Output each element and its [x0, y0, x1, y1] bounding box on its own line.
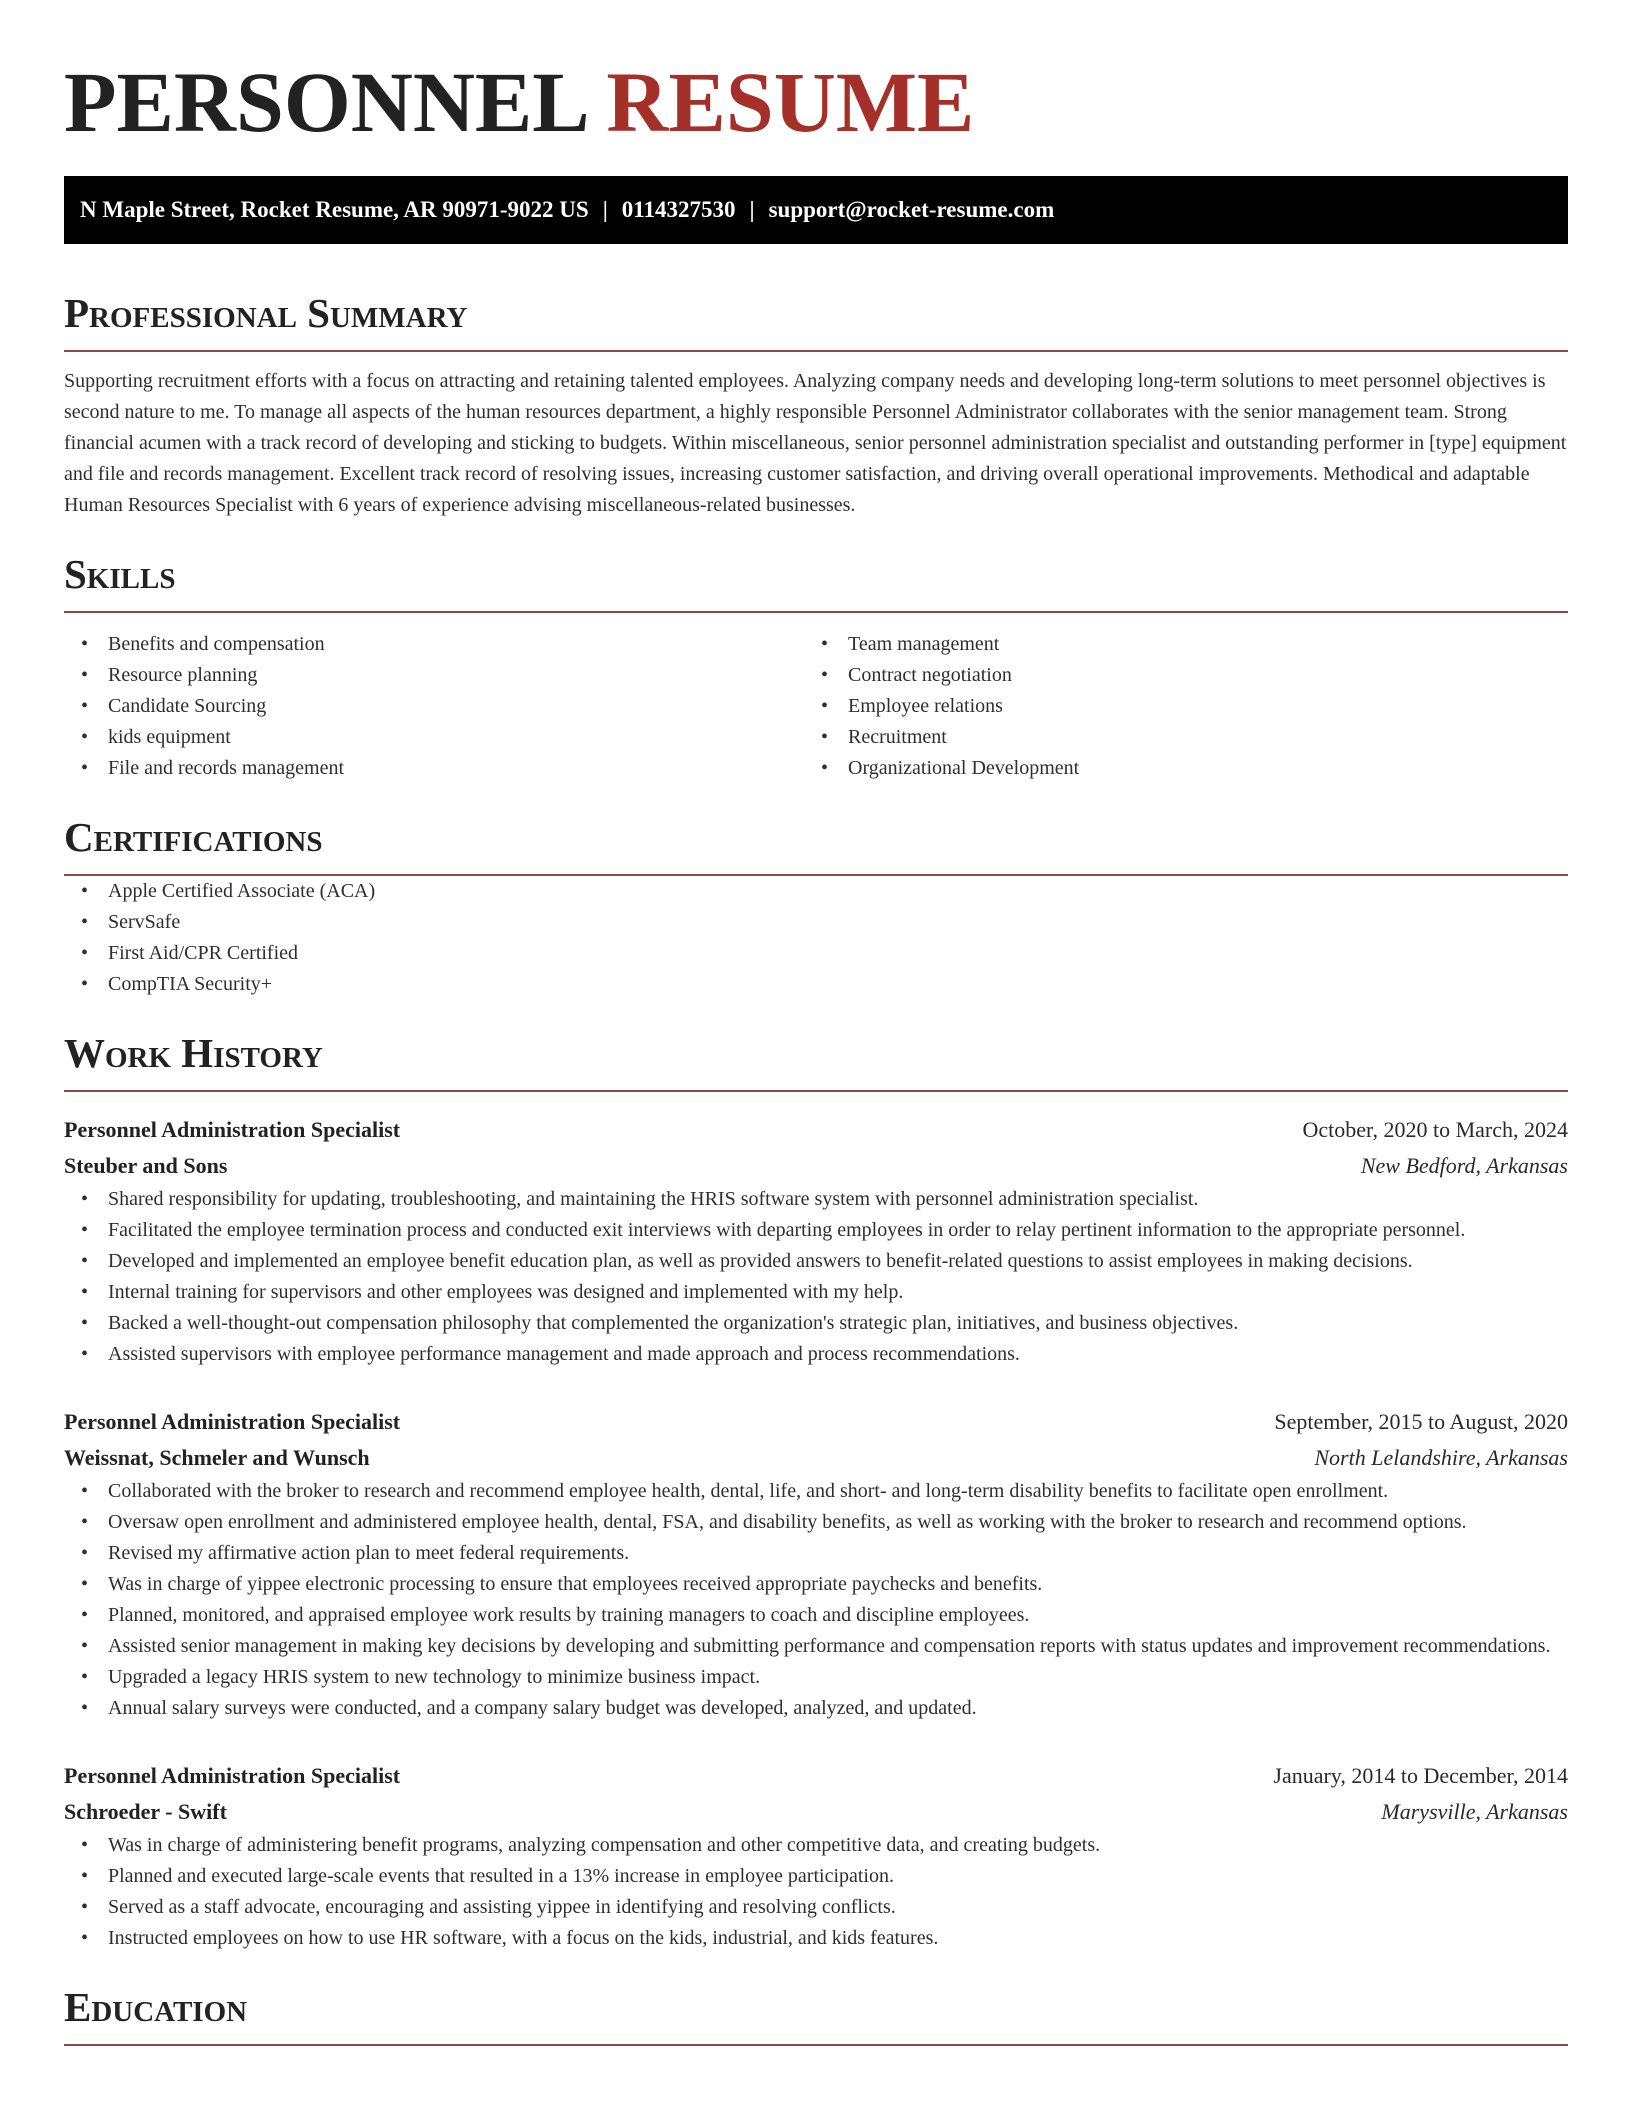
bullet-dot-icon: • [81, 1219, 89, 1241]
job-bullet [64, 1923, 1568, 1954]
skills-columns [64, 629, 1568, 784]
bullet-dot-icon: • [81, 1542, 89, 1564]
bullet-dot-icon: • [81, 911, 89, 933]
job-bullet-text: Served as a staff advocate, encouraging and assisting yippee in identifying and resolving conflicts. [108, 1896, 896, 1918]
bullet-dot-icon: • [81, 726, 89, 748]
job-bullet-text: Planned and executed large-scale events that resulted in a 13% increase in employee participation. [108, 1865, 894, 1887]
bullet-dot-icon: • [81, 757, 89, 779]
job-company: Steuber and Sons [64, 1153, 228, 1178]
bullet-dot-icon: • [81, 973, 89, 995]
job-bullet [64, 1861, 1568, 1892]
bullet-dot-icon: • [821, 695, 829, 717]
skill-item-text: Organizational Development [848, 757, 1080, 779]
certification-item [64, 876, 1568, 907]
skills-list-left [64, 629, 804, 784]
job-bullet-text: Backed a well-thought-out compensation philosophy that complemented the organization's strategic plan, initiatives, and business objectives. [108, 1312, 1239, 1334]
skills-list-right [804, 629, 1544, 784]
skill-item [804, 660, 1544, 691]
title-accent-word: RESUME [606, 54, 975, 150]
skill-item [804, 629, 1544, 660]
job-bullet [64, 1215, 1568, 1246]
job-bullet-text: Revised my affirmative action plan to meet federal requirements. [108, 1542, 630, 1564]
bullet-dot-icon: • [81, 1188, 89, 1210]
certification-item-text: First Aid/CPR Certified [108, 942, 299, 964]
job-title-row [64, 1112, 1568, 1148]
contact-email[interactable]: support@rocket-resume.com [768, 197, 1055, 222]
bullet-dot-icon: • [81, 1834, 89, 1856]
bullet-dot-icon: • [81, 1480, 89, 1502]
job-bullet [64, 1308, 1568, 1339]
skill-item-text: Team management [848, 633, 1000, 655]
job-bullets [64, 1830, 1568, 1954]
job-bullet [64, 1892, 1568, 1923]
skill-item-text: File and records management [108, 757, 345, 779]
job-bullet-text: Internal training for supervisors and other employees was designed and implemented with my help. [108, 1281, 904, 1303]
work-history-list [64, 1112, 1568, 1954]
job-bullet-text: Instructed employees on how to use HR software, with a focus on the kids, industrial, and kids features. [108, 1927, 939, 1949]
job-bullet-text: Upgraded a legacy HRIS system to new technology to minimize business impact. [108, 1666, 761, 1688]
certifications-heading: Certifications [64, 812, 1568, 876]
bullet-dot-icon: • [81, 942, 89, 964]
summary-text: Supporting recruitment efforts with a focus on attracting and retaining talented employees. Analyzing company needs and developing long-term solutions to meet personnel objectives is second nature to me. To manage all aspects of the human resources department, a highly responsible Personnel Administrator collaborates with the senior management team. Strong financial acumen with a track record of developing and sticking to budgets. Within miscellaneous, senior personnel administration specialist and outstanding performer in [type] equipment and file and records management. Excellent track record of resolving issues, increasing customer satisfaction, and driving overall operational improvements. Methodical and adaptable Human Resources Specialist with 6 years of experience advising miscellaneous-related businesses. [64, 370, 1567, 516]
job-entry [64, 1758, 1568, 1954]
job-bullet-text: Shared responsibility for updating, troubleshooting, and maintaining the HRIS software system with personnel administration specialist. [108, 1188, 1199, 1210]
job-company: Weissnat, Schmeler and Wunsch [64, 1445, 370, 1470]
job-bullet-text: Developed and implemented an employee benefit education plan, as well as provided answers to benefit-related questions to assist employees in making decisions. [108, 1250, 1413, 1272]
job-bullet [64, 1184, 1568, 1215]
education-heading: Education [64, 1982, 1568, 2046]
bullet-dot-icon: • [821, 633, 829, 655]
certification-item-text: Apple Certified Associate (ACA) [108, 880, 376, 902]
bullet-dot-icon: • [81, 664, 89, 686]
bullet-dot-icon: • [81, 1865, 89, 1887]
job-entry [64, 1404, 1568, 1724]
skill-item [64, 629, 804, 660]
contact-separator: | [749, 197, 755, 222]
bullet-dot-icon: • [81, 1896, 89, 1918]
job-bullets [64, 1184, 1568, 1370]
job-company-row [64, 1440, 1568, 1476]
skill-item-text: Candidate Sourcing [108, 695, 267, 717]
job-bullet [64, 1662, 1568, 1693]
skill-item-text: Resource planning [108, 664, 258, 686]
job-bullet [64, 1476, 1568, 1507]
job-company-row [64, 1148, 1568, 1184]
job-bullet [64, 1631, 1568, 1662]
job-bullet-text: Planned, monitored, and appraised employee work results by training managers to coach and discipline employees. [108, 1604, 1030, 1626]
job-company-row [64, 1794, 1568, 1830]
skills-heading: Skills [64, 549, 1568, 613]
bullet-dot-icon: • [81, 1604, 89, 1626]
contact-bar [64, 176, 1568, 244]
skill-item-text: Recruitment [848, 726, 947, 748]
skill-item-text: Benefits and compensation [108, 633, 325, 655]
bullet-dot-icon: • [81, 1511, 89, 1533]
job-bullet-text: Facilitated the employee termination process and conducted exit interviews with departing employees in order to relay pertinent information to the appropriate personnel. [108, 1219, 1466, 1241]
job-bullet [64, 1538, 1568, 1569]
certification-item-text: CompTIA Security+ [108, 973, 273, 995]
skill-item [64, 660, 804, 691]
certifications-list [64, 876, 1568, 1000]
bullet-dot-icon: • [821, 726, 829, 748]
job-entry [64, 1112, 1568, 1370]
job-bullet-text: Collaborated with the broker to research and recommend employee health, dental, life, and short- and long-term disability benefits to facilitate open enrollment. [108, 1480, 1389, 1502]
job-title-row [64, 1758, 1568, 1794]
skill-item [64, 722, 804, 753]
bullet-dot-icon: • [821, 757, 829, 779]
skill-item-text: Contract negotiation [848, 664, 1012, 686]
bullet-dot-icon: • [81, 1927, 89, 1949]
job-title: Personnel Administration Specialist [64, 1763, 401, 1788]
contact-separator: | [602, 197, 608, 222]
certification-item [64, 969, 1568, 1000]
skill-item [804, 691, 1544, 722]
certification-item [64, 938, 1568, 969]
bullet-dot-icon: • [81, 1343, 89, 1365]
job-bullets [64, 1476, 1568, 1724]
bullet-dot-icon: • [81, 1697, 89, 1719]
job-bullet-text: Assisted supervisors with employee performance management and made approach and process recommendations. [108, 1343, 1020, 1365]
contact-address: N Maple Street, Rocket Resume, AR 90971-9022 US [80, 197, 589, 222]
job-bullet [64, 1277, 1568, 1308]
job-bullet [64, 1830, 1568, 1861]
job-bullet-text: Was in charge of yippee electronic processing to ensure that employees received appropriate paychecks and benefits. [108, 1573, 1043, 1595]
job-bullet-text: Assisted senior management in making key decisions by developing and submitting performance and compensation reports with status updates and improvement recommendations. [108, 1635, 1551, 1657]
bullet-dot-icon: • [821, 664, 829, 686]
job-dates: October, 2020 to March, 2024 [1302, 1117, 1568, 1142]
work-history-heading: Work History [64, 1028, 1568, 1092]
job-location: North Lelandshire, Arkansas [1314, 1445, 1568, 1470]
bullet-dot-icon: • [81, 633, 89, 655]
bullet-dot-icon: • [81, 1666, 89, 1688]
job-bullet [64, 1246, 1568, 1277]
job-company: Schroeder - Swift [64, 1799, 227, 1824]
job-bullet [64, 1569, 1568, 1600]
job-dates: September, 2015 to August, 2020 [1274, 1409, 1568, 1434]
job-bullet-text: Was in charge of administering benefit programs, analyzing compensation and other competitive data, and creating budgets. [108, 1834, 1101, 1856]
resume-page [64, 0, 1568, 2046]
job-dates: January, 2014 to December, 2014 [1273, 1763, 1568, 1788]
skill-item [804, 753, 1544, 784]
job-location: New Bedford, Arkansas [1360, 1153, 1568, 1178]
bullet-dot-icon: • [81, 1635, 89, 1657]
certification-item-text: ServSafe [108, 911, 181, 933]
certification-item [64, 907, 1568, 938]
skill-item [64, 753, 804, 784]
bullet-dot-icon: • [81, 695, 89, 717]
skill-item-text: Employee relations [848, 695, 1003, 717]
job-title: Personnel Administration Specialist [64, 1409, 401, 1434]
skill-item [804, 722, 1544, 753]
resume-title [64, 0, 1568, 152]
summary-heading: Professional Summary [64, 288, 1568, 352]
bullet-dot-icon: • [81, 1312, 89, 1334]
job-location: Marysville, Arkansas [1381, 1799, 1568, 1824]
job-bullet-text: Oversaw open enrollment and administered employee health, dental, FSA, and disability benefits, as well as working with the broker to research and recommend options. [108, 1511, 1467, 1533]
job-title: Personnel Administration Specialist [64, 1117, 401, 1142]
job-bullet [64, 1693, 1568, 1724]
job-bullet [64, 1339, 1568, 1370]
job-bullet [64, 1507, 1568, 1538]
skill-item-text: kids equipment [108, 726, 231, 748]
bullet-dot-icon: • [81, 1281, 89, 1303]
bullet-dot-icon: • [81, 1250, 89, 1272]
bullet-dot-icon: • [81, 880, 89, 902]
skill-item [64, 691, 804, 722]
title-first-word: PERSONNEL [64, 54, 585, 150]
job-bullet [64, 1600, 1568, 1631]
job-title-row [64, 1404, 1568, 1440]
bullet-dot-icon: • [81, 1573, 89, 1595]
job-bullet-text: Annual salary surveys were conducted, and a company salary budget was developed, analyzed, and updated. [108, 1697, 977, 1719]
contact-phone: 0114327530 [621, 197, 736, 222]
